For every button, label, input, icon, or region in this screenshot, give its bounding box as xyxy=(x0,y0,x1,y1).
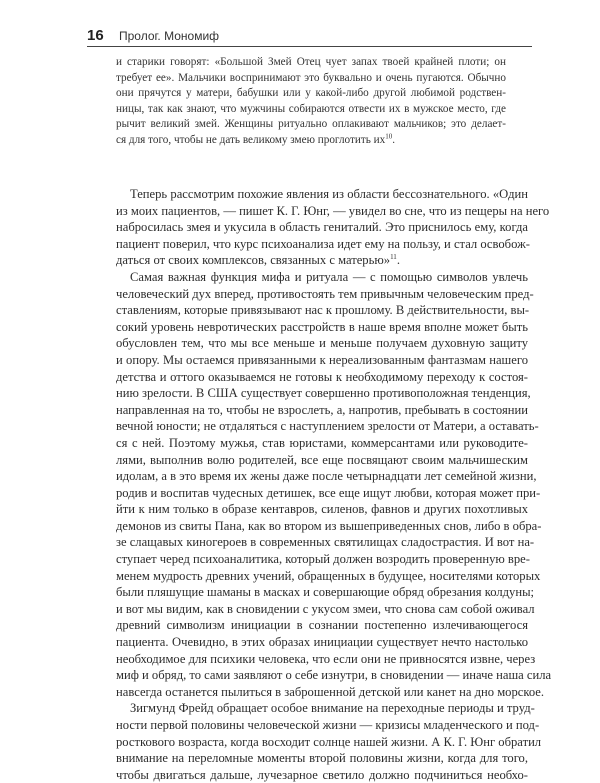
text-line: Зигмунд Фрейд обращает особое внимание на переходные периоды и труд- xyxy=(130,701,535,716)
text-line: были пляшущие шаманы в масках и совершающие обряд обрезания колдуны; xyxy=(116,585,535,600)
text-line: даться от своих комплексов, связанных с матерью» xyxy=(116,253,391,268)
text-line: древний символизм инициации в сознании постепенно излечивающегося xyxy=(116,618,528,633)
text-line: пациента. Очевидно, в этих образах инициации существует нечто настолько xyxy=(116,635,528,650)
text-line: человеческий дух вперед, противостоять тем привычным человеческим пред- xyxy=(116,286,534,301)
text-line: необходимое для психики человека, что если они не привносятся извне, через xyxy=(116,651,536,666)
text-line: ности первой половины человеческой жизни — кризисы младенческого и под- xyxy=(116,718,540,732)
text-line: идолам, а в это время их жены даже после четырнадцати лет семейной жизни, xyxy=(116,469,537,484)
quote-line: и старики говорят: «Большой Змей Отец чует запах твоей крайней плоти; он xyxy=(116,56,506,68)
text-line: обусловлен тем, что мы все меньше и меньше получаем духовную защиту xyxy=(116,336,528,351)
body-text xyxy=(116,186,552,783)
text-line: пациент поверил, что курс психоанализа идет ему на пользу, и стал освобож- xyxy=(116,236,530,251)
text-line: и опору. Мы остаемся привязанными к нереализованным фантазмам нашего xyxy=(116,352,528,367)
running-title: Пролог. Мономиф xyxy=(119,29,220,43)
text-line: ся с ней. Поэтому мужья, став юристами, коммерсантами или руководите- xyxy=(116,435,528,450)
text-line: чтобы двигаться дальше, лучезарное светило должно подчиниться необхо- xyxy=(116,767,528,782)
text-line: ставлениям, которые привязывают нас к прошлому. В действительности, вы- xyxy=(116,303,530,318)
text-line: родив и воспитав чудесных детишек, все еще ищут любви, которая может при- xyxy=(116,485,541,500)
text-line: сокий уровень невротических расстройств в наше время вполне может быть xyxy=(116,319,528,334)
quote-line-last: ся для того, чтобы не дать великому змею проглотить $их^{10}$. xyxy=(116,131,396,146)
text-line: внимание на переломные моменты второй половины жизни, когда для того, xyxy=(116,751,528,766)
paragraph-2 xyxy=(116,269,552,700)
text-line: росткового возраста, когда восходит солнце нашей жизни. А К. Г. Юнг обратил xyxy=(116,734,542,749)
text-line: демонов из свиты Пана, как во втором из вышеприведенных снов, либо в обра- xyxy=(116,518,542,533)
text-line: йти к ним только в образе кентавров, силенов, фавнов и других похотливых xyxy=(116,502,528,517)
text-line: Самая важная функция мифа и ритуала — с помощью символов увлечь xyxy=(130,269,528,284)
quote-line: ницы, так как знают, что мужчины собираются отвести их в мужское место, где xyxy=(116,102,506,115)
text-line: лями, выполнив волю родителей, все еще посвящают своим мальчишеским xyxy=(116,452,528,467)
text-line: ступает черед психоаналитика, который должен возродить проверенную вре- xyxy=(116,552,530,567)
quote-line-text: ся для того, чтобы не дать великому змею проглотить их xyxy=(116,133,386,146)
text-line: зе слащавых киногероев в современных святилищах сладострастия. И вот на- xyxy=(116,535,535,550)
text-line: направленная на то, чтобы не взрослеть, а, напротив, пребывать в состоянии xyxy=(116,402,528,417)
paragraph-1 xyxy=(116,186,550,269)
text-line: нию зрелости. В США существует совершенно противоположная тенденция, xyxy=(116,386,531,401)
quote-line: требует ее». Мальчики воспринимают это буквально и очень пугаются. Обычно xyxy=(116,71,506,84)
footnote-ref[interactable]: 10 xyxy=(385,131,393,140)
footnote-ref[interactable]: 11 xyxy=(390,253,397,262)
block-quote xyxy=(116,55,506,148)
text-line: Теперь рассмотрим похожие явления из области бессознательного. «Один xyxy=(130,187,528,201)
text-line: вечной юности; не отдаляться с наступлением зрелости от Матери, а оставать- xyxy=(116,419,539,434)
paragraph-3 xyxy=(116,700,542,783)
text-line: набросилась змея и укусила в область гениталий. Это приснилось ему, когда xyxy=(116,220,528,235)
text-line: менем мудрость древних учений, обращенных в будущее, носителями которых xyxy=(116,568,541,583)
running-header xyxy=(87,26,532,47)
quote-line: рычит великий змей. Женщины ритуально оплакивают мальчиков; это делает- xyxy=(116,118,506,130)
text-line: и вот мы видим, как в сновидении с укусом змеи, что снова сам собой оживал xyxy=(116,601,535,616)
text-line: миф и обряд, то сами заявляют о себе изнутри, в сновидении — иначе наша сила xyxy=(116,668,552,683)
text-line: детства и оттого оказываемся не готовы к необходимому переходу к состоя- xyxy=(116,369,528,384)
quote-line: они прячутся у матери, бабушки или у какой-либо другой любимой родствен- xyxy=(116,87,506,99)
page-number: 16 xyxy=(87,27,104,44)
text-line-last: даться от своих комплексов, связанных с матерью»$^{11}$. xyxy=(116,253,400,268)
text-line: из моих пациентов, — пишет К. Г. Юнг, — увидел во сне, что из пещеры на него xyxy=(116,203,550,218)
text-line: навсегда останется пылиться в заброшенной детской или канет на дно морское. xyxy=(116,684,545,699)
